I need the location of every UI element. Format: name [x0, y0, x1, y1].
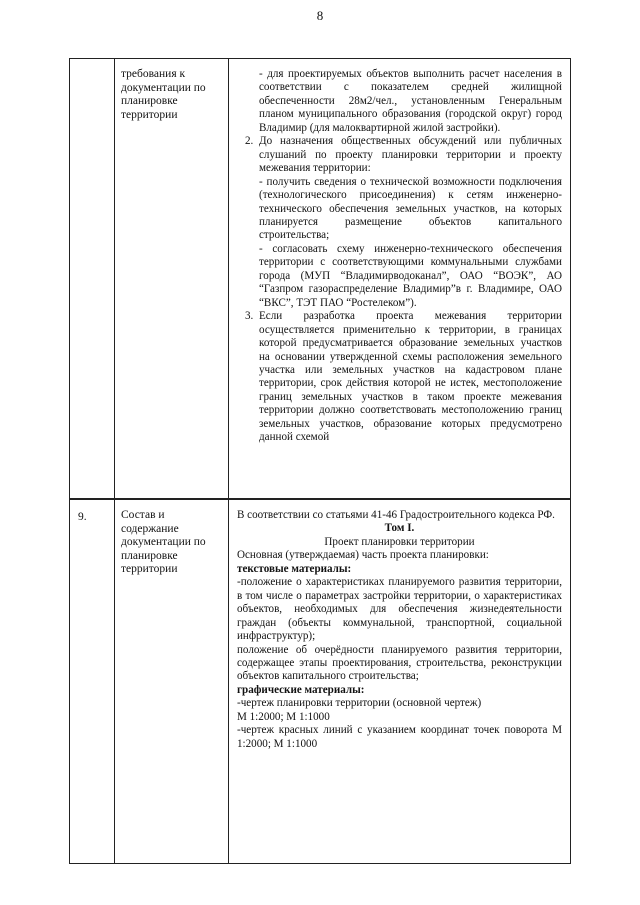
item-1-continued: - для проектируемых объектов выполнить расчет населения в соответствии с показателем средней жилищной обеспеченности 28м2/чел., установленным Генеральным планом муниципального образования (городской округ) город Владимир (для малоквартирной жилой застройки).	[259, 68, 562, 134]
table-row	[70, 59, 571, 499]
volume-title: Том I.	[384, 522, 415, 535]
text-materials-heading: текстовые материалы:	[237, 562, 352, 575]
text-materials-item: -положение о характеристиках планируемого развития территории, в том числе о параметрах застройки территории, о характеристиках объектов, необходимых для обеспечения жизнедеятельности граждан (объекты коммунальной, транспортной, социальной инфраструктур);	[237, 576, 562, 643]
row-number: 9.	[78, 511, 87, 523]
row-label: требования к документации по планировке территории	[121, 68, 206, 121]
requirements-table-row-8	[69, 58, 571, 499]
row-number-cell	[70, 500, 115, 864]
graphic-materials-item: -чертеж планировки территории (основной чертеж)	[237, 697, 482, 710]
text-materials-item: положение об очерёдности планируемого развития территории, содержащее этапы проектирования, строительства, реконструкции объектов капитального строительства;	[237, 643, 562, 683]
intro-text: В соответствии со статьями 41-46 Градостроительного кодекса РФ.	[237, 509, 555, 521]
graphic-materials-item: -чертеж красных линий с указанием координат точек поворота М 1:2000; М 1:1000	[237, 724, 562, 750]
requirements-table-row-9	[69, 499, 571, 864]
list-item-bullet: - согласовать схему инженерно-технического обеспечения территории с соответствующими коммунальными службами города (МУП “Владимирводоканал”, ОАО “ВОЭК”, АО “Газпром газораспределение Владимир”в г. Владимире, ОАО “ВКС”, ТЭТ ПАО “Ростелеком”).	[259, 242, 562, 309]
row-label: Состав и содержание документации по планировке территории	[121, 509, 206, 576]
row-content-cell	[229, 59, 571, 499]
graphic-materials-scale: М 1:2000; М 1:1000	[237, 710, 330, 723]
list-item-number: 3.	[245, 310, 254, 323]
volume-subtitle: Проект планировки территории	[324, 535, 475, 548]
list-item-3	[237, 310, 562, 445]
row-label-cell	[115, 500, 229, 864]
table-row	[70, 500, 571, 864]
list-item-number: 2.	[245, 135, 254, 148]
list-item-text: Если разработка проекта межевания территории осуществляется применительно к территории, в границах которой предусматривается образование земельных участков на основании утвержденной схемы расположения земельного участка или земельных участков на кадастровом плане территории, срок действия которой не истек, местоположение границ земельных участков в таком проекте межевания территории должно соответствовать местоположению границ земельных участков, образование которых предусмотрено данной схемой	[259, 310, 562, 444]
list-item-2	[237, 135, 562, 310]
page-number: 8	[316, 8, 324, 23]
list-item-bullet: - получить сведения о технической возможности подключения (технологического присоединения) к сетям инженерно-технического обеспечения земельных участков, на которых планируется размещение объектов капитального строительства;	[259, 175, 562, 242]
graphic-materials-heading: графические материалы:	[237, 683, 365, 696]
row-number-cell	[70, 59, 115, 499]
main-part-label: Основная (утверждаемая) часть проекта планировки:	[237, 549, 489, 562]
list-item-text: До назначения общественных обсуждений или публичных слушаний по проекту планировки территории и проекту межевания территории:	[259, 135, 562, 175]
row-label-cell	[115, 59, 229, 499]
row-content-cell	[229, 500, 571, 864]
